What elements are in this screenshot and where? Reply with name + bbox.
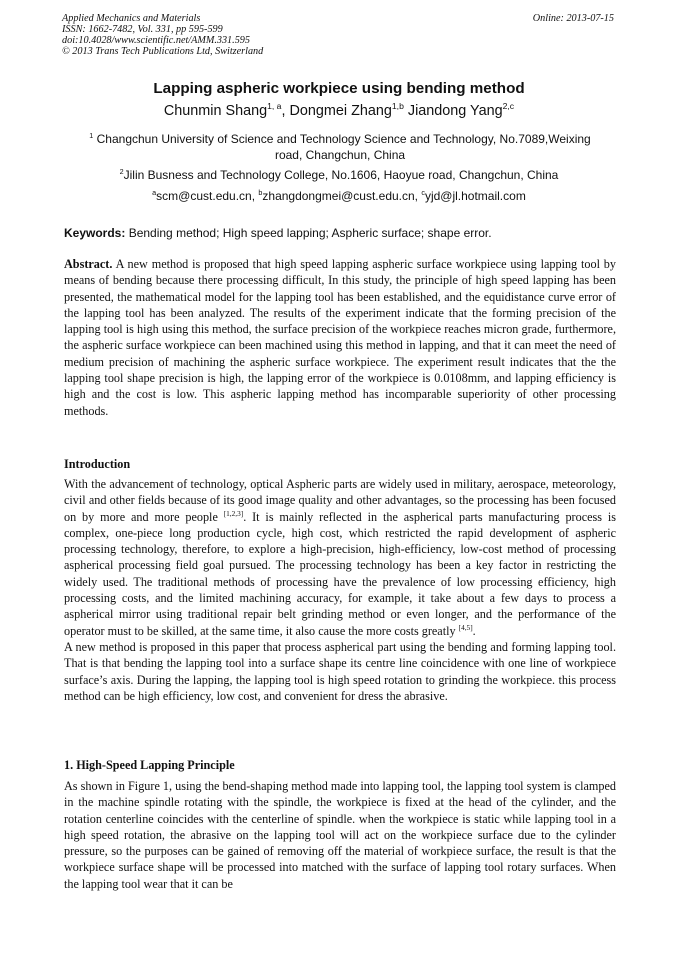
paragraph-text: With the advancement of technology, optical Aspheric parts are widely used in military, aerospace, meteorology, civil and other fields because of its good image quality and other advantages, so the processing has been focused on by more and more people bbox=[64, 477, 616, 524]
author-name: Chunmin Shang bbox=[163, 103, 268, 119]
section-1-heading: 1. High-Speed Lapping Principle bbox=[64, 758, 235, 772]
email-mark: a bbox=[152, 188, 157, 197]
introduction-body bbox=[64, 476, 616, 704]
email-mark: b bbox=[258, 188, 263, 197]
abstract-label: Abstract. bbox=[64, 257, 113, 271]
author-separator: , bbox=[281, 103, 290, 119]
author-affiliation-mark: 1, a bbox=[267, 101, 282, 112]
online-date: Online: 2013-07-15 bbox=[532, 13, 614, 24]
affiliation-mark: 2 bbox=[119, 167, 124, 176]
paper-title: Lapping aspheric workpiece using bending method bbox=[153, 80, 525, 97]
email-mark: c bbox=[421, 188, 425, 197]
affiliation-text: Changchun University of Science and Technology Science and Technology, No.7089,Weixing bbox=[96, 132, 591, 146]
paragraph-text: . bbox=[472, 623, 476, 638]
journal-issn: ISSN: 1662-7482, Vol. 331, pp 595-599 bbox=[62, 24, 223, 35]
affiliation-text: road, Changchun, China bbox=[274, 148, 406, 162]
introduction-heading: Introduction bbox=[64, 457, 131, 471]
affiliation-mark: 1 bbox=[89, 131, 94, 140]
abstract bbox=[64, 256, 616, 419]
paragraph: A new method is proposed in this paper that process aspherical part using the bending and forming lapping tool. That is that bending the lapping tool into a surface shape its centre line coincidence with one line of workpiece surface’s axis. During the lapping, the lapping tool is high speed rotation to grinding the workpiece. this process method can be high efficiency, low cost, and convenient for dress the abrasive. bbox=[64, 639, 616, 703]
email-address: scm@cust.edu.cn, bbox=[156, 189, 259, 203]
citation: [1,2,3] bbox=[223, 508, 244, 518]
author-name: Jiandong Yang bbox=[407, 103, 503, 119]
citation: [4,5] bbox=[458, 622, 473, 632]
paragraph: As shown in Figure 1, using the bend-shaping method made into lapping tool, the lapping tool system is clamped in the machine spindle rotating with the spindle, the workpiece is fixed at the head of the cylinder, and the rotation centerline coincides with the centerline of spindle. when the workpiece is static while lapping tool in a high speed rotation, the abrasive on the lapping tool will act on the workpiece surface due to the cylinder pressure, so the purposes can be gained of removing off the material of workpiece surface, the result is that the workpiece surface shape will be processed into matched with the surface of lapping tool rotary surfaces. When the lapping tool wear that it can be bbox=[64, 779, 616, 891]
affiliation-2 bbox=[0, 167, 678, 183]
paragraph bbox=[64, 476, 616, 639]
keywords-text: Bending method; High speed lapping; Aspheric surface; shape error. bbox=[125, 226, 492, 240]
abstract-text: A new method is proposed that high speed lapping aspheric surface workpiece using lapping tool by means of bending because there processing difficult, In this study, the principle of high speed lapping has been presented, the mathematical model for the lapping tool has been established, and the equidistance curve error of the lapping tool has been analyzed. The results of the experiment indicate that the forming precision of the lapping tool is high using this method, the surface precision of the workpiece reaches micron grade, furthermore, the aspheric surface workpiece can been machined using this method in lapping, and that it can meet the need of medium precision of machining the aspheric surface workpiece. The experiment result indicates that the the lapping tool shape precision is high, the lapping error of the workpiece is 0.0108mm, and lapping efficiency is high and the cost is low. This aspheric lapping method has incomparable superiority of other processing methods. bbox=[64, 257, 616, 418]
author-name: Dongmei Zhang bbox=[289, 103, 392, 119]
affiliation-text: Jilin Busness and Technology College, No.1606, Haoyue road, Changchun, China bbox=[123, 168, 559, 182]
author-emails bbox=[0, 188, 678, 204]
author-list bbox=[0, 101, 678, 121]
paragraph-text: . It is mainly reflected in the aspherical parts manufacturing process is complex, one-piece long production cycle, high cost, which restricted the rapid development of aspheric processing technology, therefore, to explore a high-precision, high-efficiency, low-cost method of processing aspherical processing field goal pursued. The processing technology has been a key factor in restricting the widely used. The traditional methods of processing have the prevalence of low processing efficiency, high processing costs, and the limited machining accuracy, for example, it take about a few days to process a aspherical mirror using traditional repair belt grinding method or even longer, and the performance of the operator must to be skilled, at the same time, it also cause the more costs greatly bbox=[64, 509, 616, 638]
journal-name: Applied Mechanics and Materials bbox=[62, 13, 201, 24]
keywords bbox=[64, 225, 616, 241]
author-affiliation-mark: 1,b bbox=[391, 101, 404, 112]
affiliation-1 bbox=[70, 131, 610, 163]
email-address: yjd@jl.hotmail.com bbox=[424, 189, 526, 203]
email-address: zhangdongmei@cust.edu.cn, bbox=[262, 189, 422, 203]
author-affiliation-mark: 2,c bbox=[502, 101, 515, 112]
section-1-body bbox=[64, 778, 616, 892]
keywords-label: Keywords: bbox=[64, 226, 126, 240]
journal-header bbox=[62, 13, 263, 57]
journal-doi: doi:10.4028/www.scientific.net/AMM.331.595 bbox=[62, 35, 250, 46]
journal-copyright: © 2013 Trans Tech Publications Ltd, Switzerland bbox=[62, 46, 264, 57]
